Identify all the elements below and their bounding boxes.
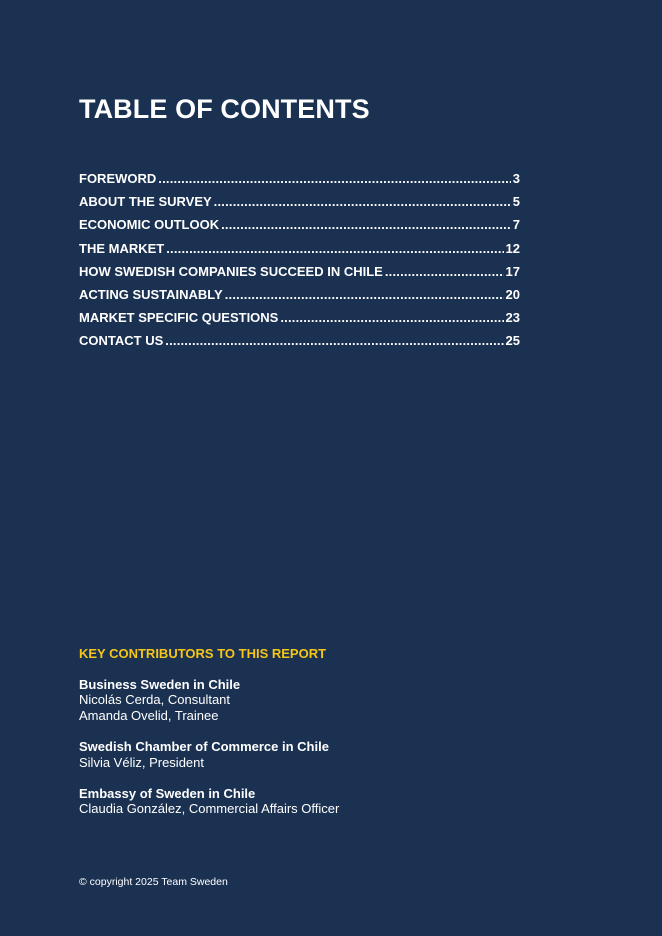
toc-entry-page: 20 — [505, 286, 520, 302]
toc-entry-label: THE MARKET — [79, 240, 165, 256]
toc-entry-page: 25 — [505, 333, 520, 349]
copyright-notice: © copyright 2025 Team Sweden — [79, 876, 228, 888]
contributor-member: Silvia Véliz, President — [79, 754, 204, 770]
toc-entry-economic-outlook[interactable] — [79, 217, 520, 240]
toc-entry-page: 5 — [512, 194, 520, 210]
toc-entry-page: 7 — [512, 217, 520, 233]
toc-entry-label: MARKET SPECIFIC QUESTIONS — [79, 310, 279, 326]
contributor-group-name: Business Sweden in Chile — [79, 677, 241, 692]
contributor-group-business-sweden — [79, 677, 339, 723]
contributor-group-name: Swedish Chamber of Commerce in Chile — [79, 739, 329, 755]
contributor-member: Nicolás Cerda, Consultant — [79, 692, 231, 708]
toc-entry-label: ECONOMIC OUTLOOK — [79, 217, 220, 233]
toc-leader-dots — [385, 264, 504, 279]
toc-leader-dots — [166, 241, 503, 256]
toc-leader-dots — [165, 333, 503, 348]
toc-leader-dots — [221, 217, 511, 232]
contributor-group-chamber-of-commerce — [79, 739, 339, 770]
key-contributors-section — [79, 646, 339, 833]
toc-entry-market-specific-questions[interactable] — [79, 310, 520, 333]
contributor-group-embassy — [79, 786, 339, 817]
contributor-group-name: Embassy of Sweden in Chile — [79, 786, 256, 802]
toc-entry-label: CONTACT US — [79, 333, 164, 349]
toc-entry-the-market[interactable] — [79, 241, 520, 264]
toc-leader-dots — [225, 287, 504, 302]
toc-leader-dots — [214, 194, 511, 209]
contributors-heading: KEY CONTRIBUTORS TO THIS REPORT — [79, 646, 327, 661]
contributor-member: Claudia González, Commercial Affairs Officer — [79, 801, 340, 817]
toc-entry-how-swedish-companies-succeed[interactable] — [79, 264, 520, 287]
toc-entry-contact-us[interactable] — [79, 333, 520, 356]
toc-entry-label: HOW SWEDISH COMPANIES SUCCEED IN CHILE — [79, 263, 383, 279]
toc-entry-page: 23 — [505, 310, 520, 326]
toc-entry-about-the-survey[interactable] — [79, 194, 520, 217]
toc-entry-label: ABOUT THE SURVEY — [79, 194, 212, 210]
toc-entry-acting-sustainably[interactable] — [79, 287, 520, 310]
toc-entry-label: ACTING SUSTAINABLY — [79, 286, 223, 302]
toc-entry-page: 17 — [505, 263, 520, 279]
toc-entry-foreword[interactable] — [79, 171, 520, 194]
toc-entry-label: FOREWORD — [79, 171, 157, 186]
table-of-contents — [79, 171, 520, 357]
page-title: TABLE OF CONTENTS — [79, 94, 370, 124]
toc-entry-page: 3 — [512, 171, 520, 186]
contributor-member: Amanda Ovelid, Trainee — [79, 707, 219, 723]
toc-entry-page: 12 — [505, 240, 520, 256]
toc-leader-dots — [158, 171, 510, 186]
toc-leader-dots — [280, 310, 503, 325]
